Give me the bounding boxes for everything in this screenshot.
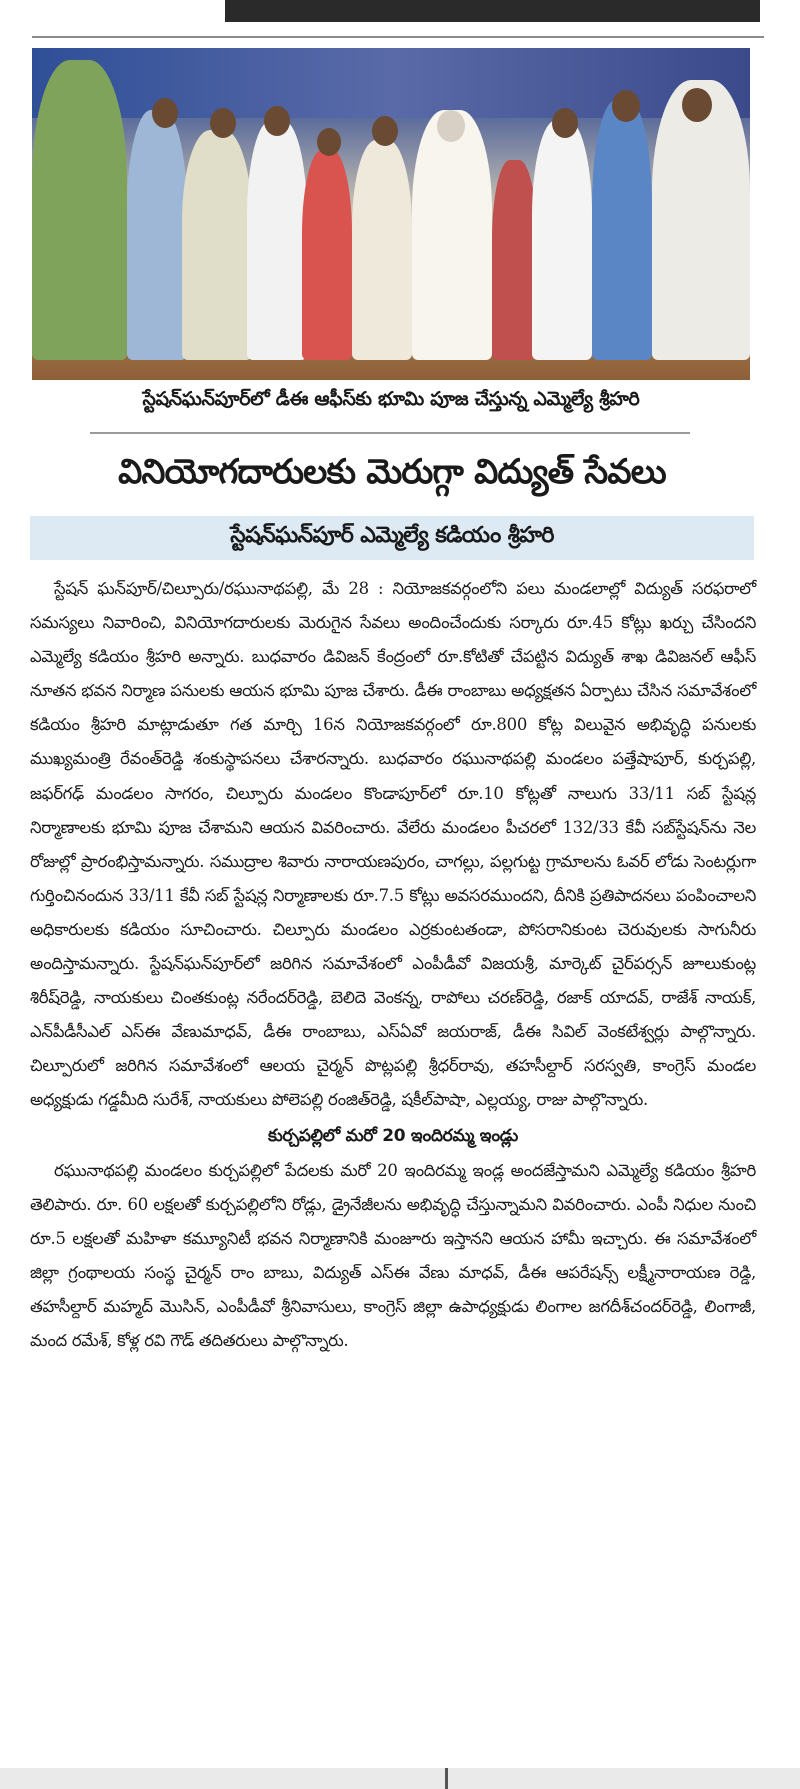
photo-caption: స్టేషన్‌ఘన్‌పూర్‌లో డీఈ ఆఫీస్‌కు భూమి పూజ చేస్తున్న ఎమ్మెల్యే శ్రీహరి [142, 388, 640, 410]
caption-rule [90, 432, 690, 434]
photo-figure [127, 110, 187, 360]
paragraph-1: స్టేషన్‌ ఘన్‌పూర్‌/చిల్పూరు/రఘునాథపల్లి, మే 28 : నియోజకవర్గంలోని పలు మండలాల్లో విద్యుత్‌ సరఫరాలో సమస్యలు నివారించి, వినియోగదారులకు మెరుగైన సేవలు అందించేందుకు సర్కారు రూ.45 కోట్లు ఖర్చు చేసిందని ఎమ్మెల్యే కడియం శ్రీహరి అన్నారు. బుధవారం డివిజన్‌ కేంద్రంలో రూ.కోటితో చేపట్టిన విద్యుత్‌ శాఖ డివిజనల్‌ ఆఫీస్‌ నూతన భవన నిర్మాణ పనులకు ఆయన భూమి పూజ చేశారు. డీఈ రాంబాబు అధ్యక్షతన ఏర్పాటు చేసిన సమావేశంలో కడియం శ్రీహరి మాట్లాడుతూ గత మార్చి 16న నియోజకవర్గంలో రూ.800 కోట్ల విలువైన అభివృద్ధి పనులకు ముఖ్యమంత్రి రేవంత్‌రెడ్డి శంకుస్థాపనలు చేశారన్నారు. బుధవారం రఘునాథపల్లి మండలం పత్తేషాపూర్‌, కుర్చపల్లి, జఫర్‌గఢ్‌ మండలం సాగరం, చిల్పూరు మండలం కొండాపూర్‌లో రూ.10 కోట్లతో నాలుగు 33/11 సబ్‌ స్టేషన్ల నిర్మాణాలకు భూమి పూజ చేశామని ఆయన వివరించారు. వేలేరు మండలం పీచరలో 132/33 కేవీ సబ్‌స్టేషన్‌ను నెల రోజుల్లో ప్రారంభిస్తామన్నారు. సముద్రాల శివారు నారాయణపురం, చాగల్లు, పల్లగుట్ట గ్రామాలను ఓవర్‌ లోడు సెంటర్లుగా గుర్తించినందున 33/11 కేవీ సబ్‌ స్టేషన్ల నిర్మాణాలకు రూ.7.5 కోట్లు అవసరముందని, దీనికి ప్రతిపాదనలు పంపించాలని అధికారులకు కడియం సూచించారు. చిల్పూరు మండలం ఎర్రకుంటతండా, పోసరానికుంట చెరువులకు సాగునీరు అందిస్తామన్నారు. స్టేషన్‌ఘన్‌పూర్‌లో జరిగిన సమావేశంలో ఎంపీడీవో విజయశ్రీ, మార్కెట్‌ చైర్‌పర్సన్‌ జూలుకుంట్ల శిరీష్‌రెడ్డి, నాయకులు చింతకుంట్ల నరేందర్‌రెడ్డి, బెలిదె వెంకన్న, రాపోలు చరణ్‌రెడ్డి, రజాక్‌ యాదవ్‌, రాజేశ్‌ నాయక్‌, ఎన్‌పీడీసీఎల్‌ ఎస్‌ఈ వేణుమాధవ్‌, డీఈ రాంబాబు, ఎస్‌ఏవో జయరాజ్‌, డీఈ సివిల్‌ వెంకటేశ్వర్లు పాల్గొన్నారు. చిల్పూరులో జరిగిన సమావేశంలో ఆలయ చైర్మన్‌ పొట్లపల్లి శ్రీధర్‌రావు, తహసీల్దార్‌ సరస్వతి, కాంగ్రెస్‌ మండల అధ్యక్షుడు గడ్డమీది సురేశ్‌, నాయకులు పోలెపల్లి రంజిత్‌రెడ్డి, షకీల్‌పాషా, ఎల్లయ్య, రాజు పాల్గొన్నారు. [30, 579, 756, 1110]
bottom-mark [445, 1768, 448, 1789]
subheadline-box [30, 516, 754, 560]
photo-figure [532, 120, 592, 360]
top-rule [32, 36, 764, 38]
photo-head [552, 108, 578, 138]
photo-figure [247, 120, 307, 360]
top-bar-strip [225, 0, 760, 22]
photo-head [437, 110, 465, 142]
photo-figure [32, 60, 127, 360]
section-title: కుర్చపల్లిలో మరో 20 ఇందిరమ్మ ఇండ్లు [268, 1125, 518, 1146]
article-body [30, 572, 756, 1358]
photo-figure [302, 150, 352, 360]
photo-figure [592, 100, 652, 360]
photo-head [682, 88, 712, 122]
photo-figure [492, 160, 537, 360]
photo-figure [182, 130, 252, 360]
photo-head [264, 106, 290, 136]
photo-banner [32, 48, 750, 118]
photo-figure [412, 110, 492, 360]
headline: వినియోగదారులకు మెరుగ్గా విద్యుత్‌ సేవలు [118, 452, 666, 492]
top-bar [0, 0, 800, 22]
photo-head [612, 90, 640, 122]
photo-figure [352, 140, 412, 360]
photo-head [152, 98, 178, 128]
photo-head [317, 128, 341, 156]
photo-head [372, 116, 398, 146]
paragraph-2: రఘునాథపల్లి మండలం కుర్చపల్లిలో పేదలకు మరో 20 ఇందిరమ్మ ఇండ్ల అందజేస్తామని ఎమ్మెల్యే కడియం శ్రీహరి తెలిపారు. రూ. 60 లక్షలతో కుర్చపల్లిలోని రోడ్లు, డ్రైనేజీలను అభివృద్ధి చేస్తున్నామని వివరించారు. ఎంపీ నిధుల నుంచి రూ.5 లక్షలతో మహిళా కమ్యూనిటీ భవన నిర్మాణానికి మంజూరు ఇస్తానని ఆయన హామీ ఇచ్చారు. ఈ సమావేశంలో జిల్లా గ్రంథాలయ సంస్థ చైర్మన్‌ రాం బాబు, విద్యుత్‌ ఎస్‌ఈ వేణు మాధవ్‌, డీఈ ఆపరేషన్స్‌ లక్ష్మీనారాయణ రెడ్డి, తహసీల్దార్‌ మహ్మద్‌ మొసిన్‌, ఎంపీడీవో శ్రీనివాసులు, కాంగ్రెస్‌ జిల్లా ఉపాధ్యక్షుడు లింగాల జగదీశ్‌చందర్‌రెడ్డి, లింగాజీ, మంద రమేశ్‌, కోళ్ల రవి గౌడ్‌ తదితరులు పాల్గొన్నారు. [30, 1160, 756, 1350]
photo-figure [652, 80, 750, 360]
bottom-strip [0, 1768, 800, 1789]
news-photo [32, 48, 750, 380]
photo-head [210, 108, 236, 138]
subheadline: స్టేషన్‌ఘన్‌పూర్‌ ఎమ్మెల్యే కడియం శ్రీహరి [230, 523, 554, 548]
